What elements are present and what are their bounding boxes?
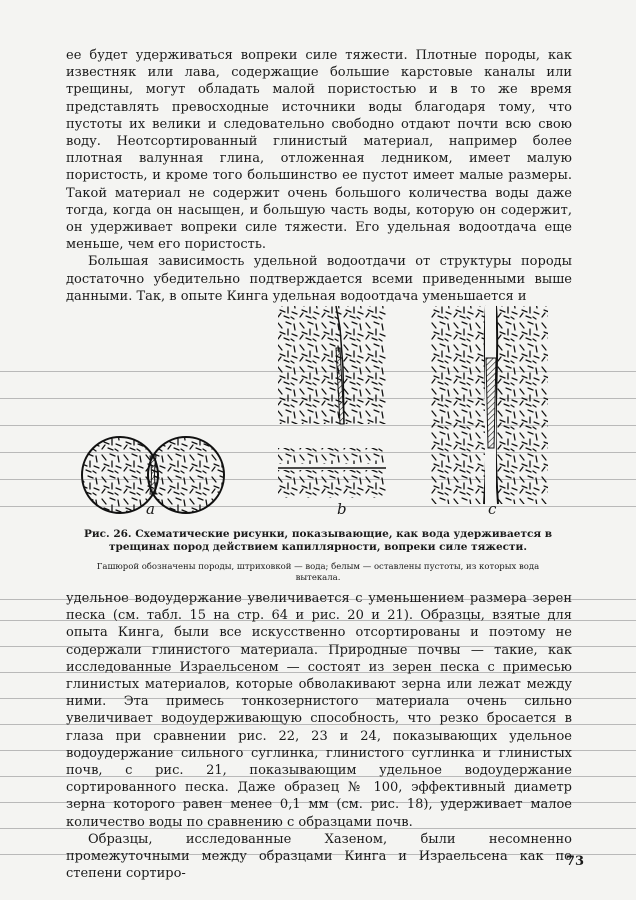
- page-number: 73: [565, 854, 584, 869]
- paragraph: Образцы, исследованные Хазеном, были несомненно промежуточными между образцами Кинга и Израельсена как по степени сортиро-: [66, 831, 572, 882]
- paragraph: ее будет удерживаться вопреки силе тяжести. Плотные породы, как известняк или лава, содержащие большие карстовые каналы или трещины, могут обладать малой пористостью и в то же время представлять превосходные источники воды благодаря тому, что пустоты их велики и следовательно свободно отдают почти всю свою воду. Неотсортированный глинистый материал, например более плотная валунная глина, отложенная ледником, имеет малую пористость, и кроме того большинство ее пустот имеет малые размеры. Такой материал не содержит очень большого количества воды даже тогда, когда он насыщен, и большую часть воды, которую он содержит, он удерживает вопреки силе тяжести. Его удельная водоотдача еще меньше, чем его пористость.: [66, 48, 572, 253]
- body-text-top: [66, 47, 572, 305]
- figure-26-diagram: [78, 298, 578, 518]
- figure-caption: Рис. 26. Схематические рисунки, показывающие, как вода удерживается в трещинах пород действием капиллярности, вопреки силе тяжести.: [83, 528, 553, 553]
- figure-label-a: a: [146, 500, 155, 518]
- figure-note: Гашюрой обозначены породы, штриховкой — вода; белым — оставлены пустоты, из которых вода вытекала.: [96, 562, 540, 583]
- paragraph: Большая зависимость удельной водоотдачи от структуры породы достаточно убедительно подтверждается всеми приведенными выше данными. Так, в опыте Кинга удельная водоотдача уменьшается и: [66, 254, 572, 304]
- figure-label-c: c: [488, 500, 497, 518]
- body-text-bottom: [66, 590, 572, 882]
- figure-label-b: b: [337, 500, 347, 518]
- diagram-b: [278, 306, 386, 498]
- diagram-c: [430, 306, 548, 504]
- paragraph: удельное водоудержание увеличивается с уменьшением размера зерен песка (см. табл. 15 на стр. 64 и рис. 20 и 21). Образцы, взятые для опыта Кинга, были все искусственно отсортированы и поэтому не содержали глинистого материала. Природные почвы — такие, как исследованные Израельсеном — состоят из зерен песка с примесью глинистых материалов, которые обволакивают зерна или лежат между ними. Эта примесь тонкозернистого материала очень сильно увеличивает водоудерживающую способность, что резко бросается в глаза при сравнении рис. 22, 23 и 24, показывающих удельное водоудержание сильного суглинка, глинистого суглинка и глинистых почв, с рис. 21, показывающим удельное водоудержание сортированного песка. Даже образец № 100, эффективный диаметр зерна которого равен менее 0,1 мм (см. рис. 18), удерживает малое количество воды по сравнению с образцами почв.: [66, 591, 572, 830]
